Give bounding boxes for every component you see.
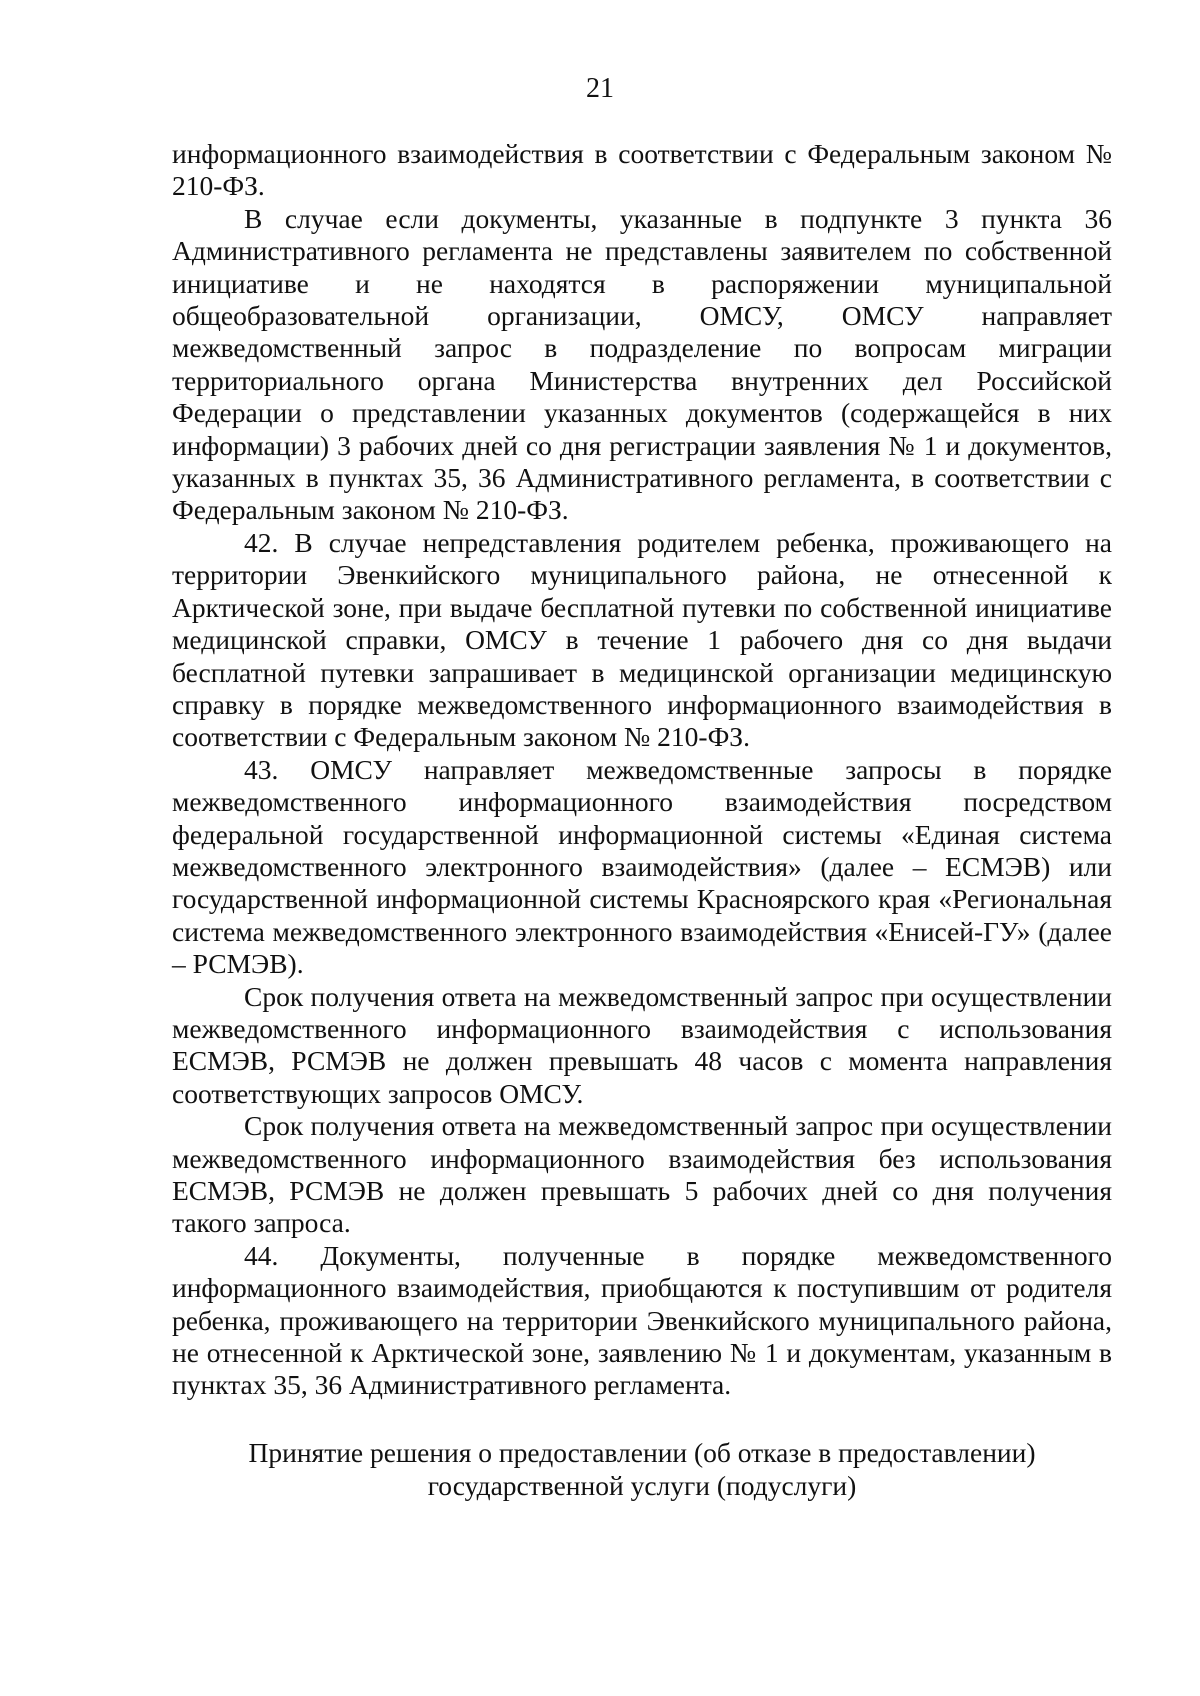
section-heading-line-1: Принятие решения о предоставлении (об отказе в предоставлении) bbox=[248, 1437, 1036, 1468]
document-body bbox=[172, 138, 1112, 1402]
paragraph-item-44: 44. Документы, полученные в порядке межведомственного информационного взаимодействия, приобщаются к поступившим от родителя ребенка, проживающего на территории Эвенкийского муниципального района, не отнесенной к Арктической зоне, заявлению № 1 и документам, указанным в пунктах 35, 36 Административного регламента. bbox=[172, 1239, 1112, 1401]
page-number: 21 bbox=[586, 73, 614, 104]
paragraph-item-42: 42. В случае непредставления родителем ребенка, проживающего на территории Эвенкийского муниципального района, не отнесенной к Арктической зоне, при выдаче бесплатной путевки по собственной инициативе медицинской справки, ОМСУ в течение 1 рабочего дня со дня выдачи бесплатной путевки запрашивает в медицинской организации медицинскую справку в порядке межведомственного информационного взаимодействия в соответствии с Федеральным законом № 210-ФЗ. bbox=[172, 526, 1112, 753]
section-heading-line-2: государственной услуги (подуслуги) bbox=[427, 1470, 857, 1501]
paragraph-continuation: информационного взаимодействия в соответствии с Федеральным законом № 210-ФЗ. bbox=[172, 138, 1112, 202]
paragraph-documents-request: В случае если документы, указанные в подпункте 3 пункта 36 Административного регламента не представлены заявителем по собственной инициативе и не находятся в распоряжении муниципальной общеобразовательной организации, ОМСУ, ОМСУ направляет межведомственный запрос в подразделение по вопросам миграции территориального органа Министерства внутренних дел Российской Федерации о представлении указанных документов (содержащейся в них информации) 3 рабочих дней со дня регистрации заявления № 1 и документов, указанных в пунктах 35, 36 Административного регламента, в соответствии с Федеральным законом № 210-ФЗ. bbox=[172, 202, 1112, 526]
section-heading bbox=[172, 1436, 1112, 1502]
paragraph-response-term-no-smev: Срок получения ответа на межведомственный запрос при осуществлении межведомственного информационного взаимодействия без использования ЕСМЭВ, РСМЭВ не должен превышать 5 рабочих дней со дня получения такого запроса. bbox=[172, 1110, 1112, 1239]
paragraph-response-term-smev: Срок получения ответа на межведомственный запрос при осуществлении межведомственного информационного взаимодействия с использования ЕСМЭВ, РСМЭВ не должен превышать 48 часов с момента направления соответствующих запросов ОМСУ. bbox=[172, 980, 1112, 1109]
paragraph-item-43: 43. ОМСУ направляет межведомственные запросы в порядке межведомственного информационного взаимодействия посредством федеральной государственной информационной системы «Единая система межведомственного электронного взаимодействия» (далее – ЕСМЭВ) или государственной информационной системы Красноярского края «Региональная система межведомственного электронного взаимодействия «Енисей-ГУ» (далее – РСМЭВ). bbox=[172, 753, 1112, 980]
